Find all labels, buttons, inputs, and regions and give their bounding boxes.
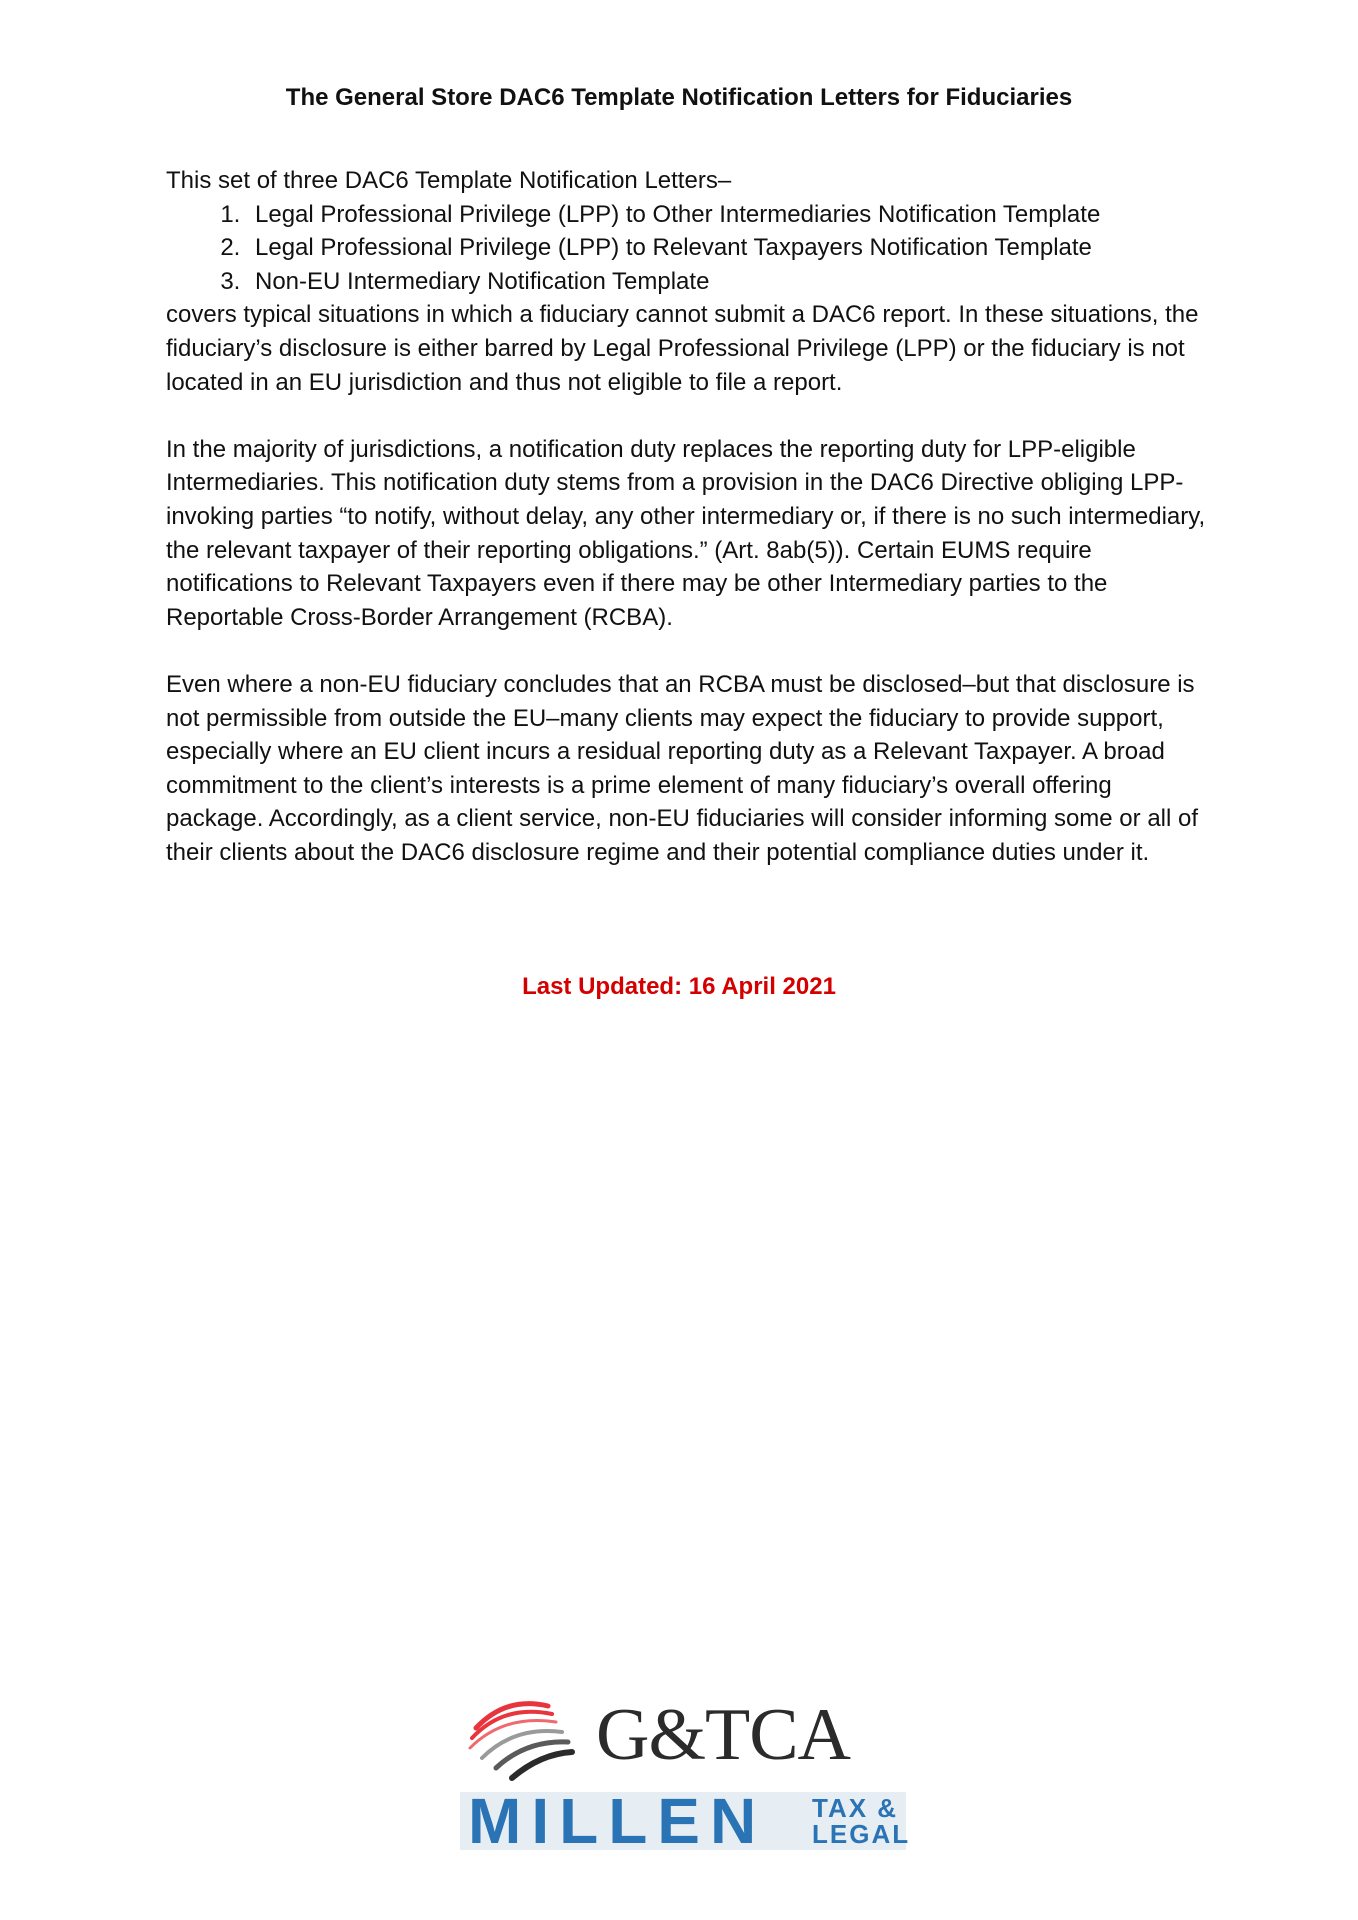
intro-text: This set of three DAC6 Template Notification Letters– xyxy=(166,167,732,194)
paragraph-gap xyxy=(166,399,1206,433)
paragraph-gap xyxy=(166,634,1206,668)
document-title: The General Store DAC6 Template Notification Letters for Fiduciaries xyxy=(285,84,1073,111)
template-list xyxy=(166,198,1206,299)
gtca-swoosh-icon xyxy=(456,1688,596,1786)
paragraph-coverage: covers typical situations in which a fiduciary cannot submit a DAC6 report. In these situations, the fiduciary’s disclosure is either barred by Legal Professional Privilege (LPP) or the fiduciary is not located in an EU jurisdiction and thus not eligible to file a report. xyxy=(166,301,1199,396)
millen-wordmark: MILLEN xyxy=(468,1785,767,1857)
gtca-wordmark: G&TCA xyxy=(596,1694,850,1776)
millen-tagline-line-1: TAX & xyxy=(812,1793,899,1823)
logo-block xyxy=(456,1688,911,1857)
list-item: 3. Non-EU Intermediary Notification Template xyxy=(247,265,1206,299)
gtca-logo xyxy=(456,1688,906,1786)
list-item: 1. Legal Professional Privilege (LPP) to Other Intermediaries Notification Template xyxy=(247,198,1206,232)
document-body xyxy=(166,164,1206,869)
millen-logo xyxy=(460,1785,911,1857)
millen-tagline-line-2: LEGAL xyxy=(812,1819,911,1849)
last-updated: Last Updated: 16 April 2021 xyxy=(522,973,836,1000)
paragraph-notification-duty: In the majority of jurisdictions, a notification duty replaces the reporting duty for LPP-eligible Intermediaries. This notification duty stems from a provision in the DAC6 Directive obliging LPP-invoking parties “to notify, without delay, any other intermediary or, if there is no such intermediary, the relevant taxpayer of their reporting obligations.” (Art. 8ab(5)). Certain EUMS require notifications to Relevant Taxpayers even if there may be other Intermediary parties to the Reportable Cross-Border Arrangement (RCBA). xyxy=(166,435,1206,631)
list-item: 2. Legal Professional Privilege (LPP) to Relevant Taxpayers Notification Template xyxy=(247,231,1206,265)
paragraph-non-eu: Even where a non-EU fiduciary concludes that an RCBA must be disclosed–but that disclosure is not permissible from outside the EU–many clients may expect the fiduciary to provide support, especially where an EU client incurs a residual reporting duty as a Relevant Taxpayer. A broad commitment to the client’s interests is a prime element of many fiduciary’s overall offering package. Accordingly, as a client service, non-EU fiduciaries will consider informing some or all of their clients about the DAC6 disclosure regime and their potential compliance duties under it. xyxy=(166,670,1199,866)
millen-tagline xyxy=(812,1795,910,1847)
